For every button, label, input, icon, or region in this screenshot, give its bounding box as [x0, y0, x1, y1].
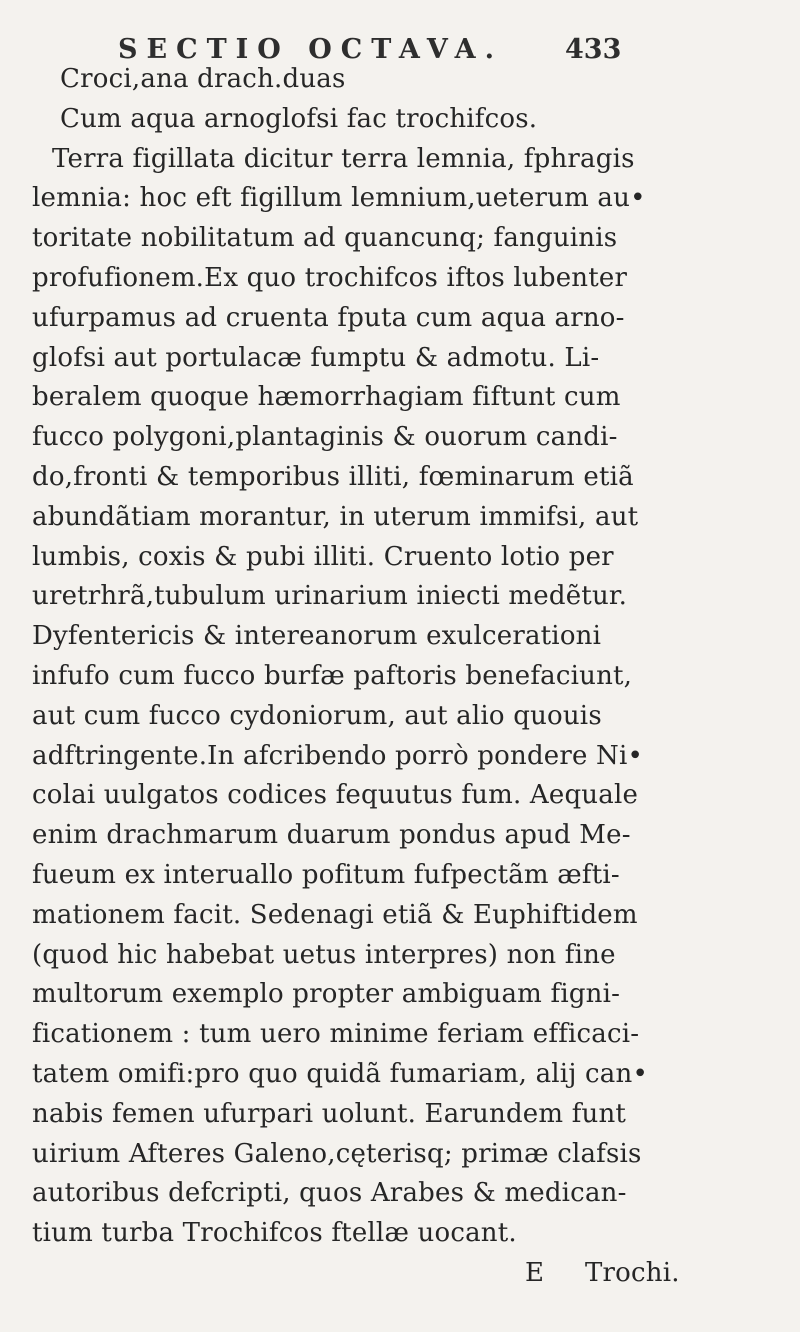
body-text — [32, 60, 722, 1294]
text-line: Cum aqua arnoglofsi fac trochifcos. — [60, 103, 538, 134]
text-line: tatem omifi:pro quo quidã fumariam, alij can• — [32, 1058, 648, 1089]
text-line: Terra figillata dicitur terra lemnia, fphragis — [52, 143, 635, 174]
text-line: enim drachmarum duarum pondus apud Me- — [32, 820, 631, 851]
text-line: (quod hic habebat uetus interpres) non fine — [32, 939, 616, 970]
text-line: uretrhrã,tubulum urinarium iniecti medẽtur. — [32, 581, 628, 612]
text-line: uirium Afteres Galeno,cęterisq; primæ clafsis — [32, 1138, 642, 1169]
page-number: 433 — [565, 34, 622, 65]
text-line: lumbis, coxis & pubi illiti. Cruento lotio per — [32, 541, 614, 572]
text-line: beralem quoque hæmorrhagiam fiftunt cum — [32, 382, 621, 413]
text-line: Croci,ana drach.duas — [60, 64, 346, 94]
catchword: Trochi. — [585, 1257, 680, 1288]
text-line: tium turba Trochifcos ftellæ uocant. — [32, 1218, 517, 1249]
text-line: fueum ex interuallo pofitum fufpectãm æfti- — [32, 859, 620, 890]
text-line: multorum exemplo propter ambiguam figni- — [32, 979, 621, 1010]
text-line: lemnia: hoc eft figillum lemnium,ueterum au• — [32, 183, 646, 214]
text-line: autoribus defcripti, quos Arabes & medican- — [32, 1178, 627, 1209]
text-line: toritate nobilitatum ad quancunq; fanguinis — [32, 223, 618, 254]
text-line: glofsi aut portulacæ fumptu & admotu. Li- — [32, 342, 600, 373]
text-line: fucco polygoni,plantaginis & ouorum candi- — [32, 422, 618, 453]
text-line: abundãtiam morantur, in uterum immifsi, aut — [32, 501, 639, 532]
text-line: aut cum fucco cydoniorum, aut alio quouis — [32, 700, 602, 731]
text-line: do,fronti & temporibus illiti, fœminarum etiã — [32, 461, 634, 492]
text-line: Dyfentericis & intereanorum exulcerationi — [32, 621, 602, 652]
text-line: ficationem : tum uero minime feriam efficaci- — [32, 1019, 640, 1050]
text-line: ufurpamus ad cruenta fputa cum aqua arno- — [32, 302, 625, 333]
signature-mark: E — [525, 1257, 545, 1288]
running-title: SECTIO OCTAVA. — [118, 34, 504, 65]
text-line: profufionem.Ex quo trochifcos iftos lubenter — [32, 262, 628, 293]
text-line: nabis femen ufurpari uolunt. Earundem funt — [32, 1098, 627, 1129]
catchword-line — [32, 1254, 722, 1294]
text-line: mationem facit. Sedenagi etiã & Euphiftidem — [32, 899, 638, 930]
text-line: infufo cum fucco burfæ paftoris benefaciunt, — [32, 660, 633, 691]
text-line: adftringente.In afcribendo porrò pondere Ni• — [32, 740, 644, 771]
text-line: colai uulgatos codices fequutus fum. Aequale — [32, 780, 639, 811]
